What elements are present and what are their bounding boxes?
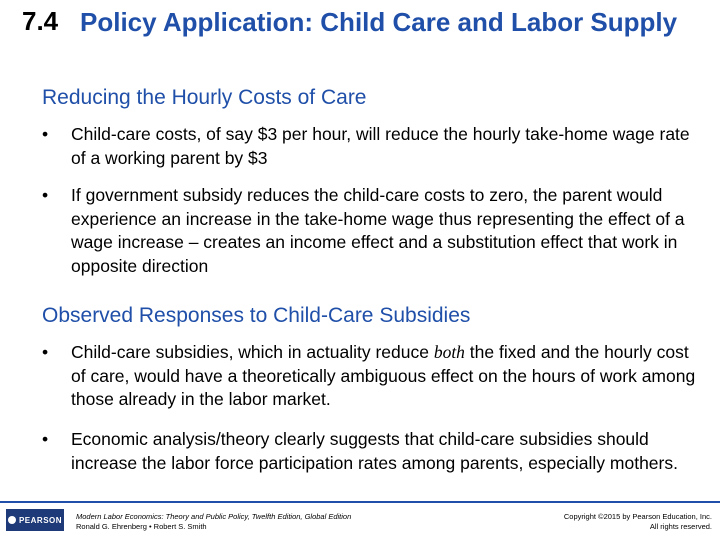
footer-book-title: Modern Labor Economics: Theory and Public Policy, Twelfth Edition, Global Edition <box>76 512 352 521</box>
section-heading-hourly-costs: Reducing the Hourly Costs of Care <box>42 86 367 109</box>
slide-title: Policy Application: Child Care and Labor Supply <box>80 7 678 37</box>
footer-copyright <box>564 512 712 532</box>
footer-rights-line: All rights reserved. <box>649 522 712 531</box>
bullet-marker: • <box>42 429 49 449</box>
bullet-text: If government subsidy reduces the child-care costs to zero, the parent would experience an increase in the take-home wage thus representing the effect of a wage increase – creates an income effect and a substitution effect that work in opposite direction <box>71 185 685 276</box>
bullet-marker: • <box>42 185 49 205</box>
footer-book-info <box>76 512 351 532</box>
bullet-text: Child-care costs, of say $3 per hour, will reduce the hourly take-home wage rate of a working parent by $3 <box>71 124 690 168</box>
pearson-logo <box>6 509 64 531</box>
pearson-logo-icon <box>8 516 16 524</box>
bullet-text-pre: Child-care subsidies, which in actuality reduce <box>71 342 434 362</box>
footer-divider <box>0 501 720 503</box>
footer-authors: Ronald G. Ehrenberg • Robert S. Smith <box>76 522 207 531</box>
emphasis-both: both <box>433 342 465 362</box>
bullet-marker: • <box>42 342 49 362</box>
pearson-logo-text: PEARSON <box>18 515 63 525</box>
footer-copyright-line: Copyright ©2015 by Pearson Education, Inc. <box>563 512 712 521</box>
bullet-text <box>71 341 701 412</box>
bullet-marker: • <box>42 124 49 144</box>
bullet-text: Economic analysis/theory clearly suggests that child-care subsidies should increase the labor force participation rates among parents, especially mothers. <box>71 429 678 473</box>
section-number: 7.4 <box>22 6 59 36</box>
bullet-text-post: the fixed and the hourly cost of care, would have a theoretically ambiguous effect on the hours of work among those already in the labor market. <box>71 342 696 409</box>
section-heading-observed-responses: Observed Responses to Child-Care Subsidies <box>42 304 471 327</box>
